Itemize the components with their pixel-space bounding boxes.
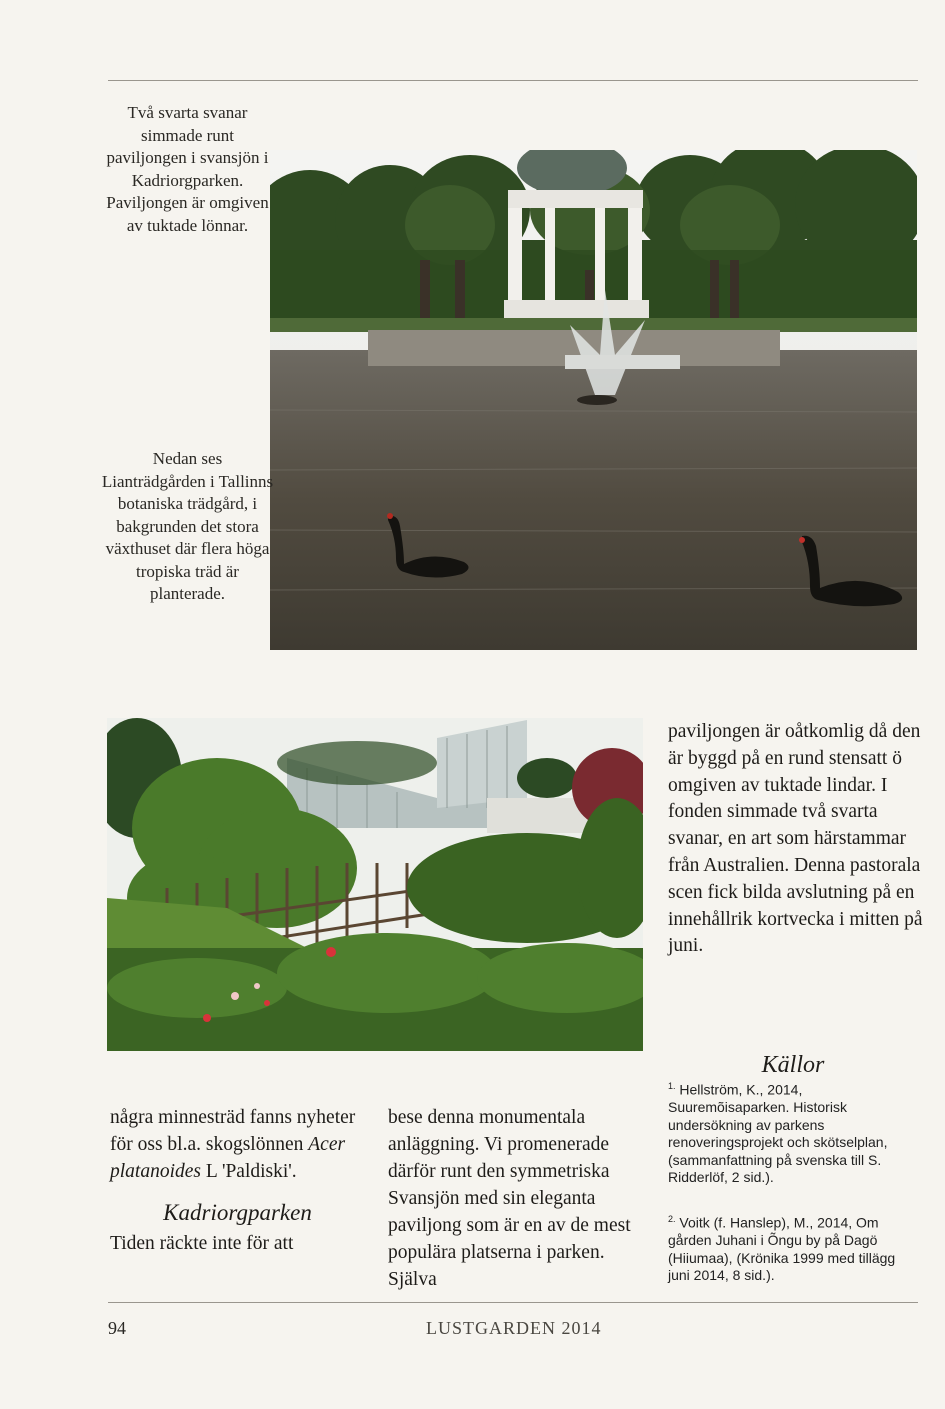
photo-botanic-garden <box>107 718 643 1051</box>
right-column-text: paviljongen är oåtkomlig då den är byggd på en rund stensatt ö omgiven av tuktade lindar. I fonden simmade två svarta svanar, en art som härstammar från Australien. Denna pastorala scen fick bilda avslutning på en innehållrik kortvecka i mitten på juni. <box>668 721 923 957</box>
reference-2: $^{2.}$ Voitk (f. Hanslep), M., 2014, Om gården Juhani i Õngu by på Dagö (Hiiumaa), (Krönika 1999 med tillägg juni 2014, 8 sid.). <box>668 1214 896 1284</box>
top-rule <box>108 80 918 81</box>
subheading-kadriorgparken: Kadriorgparken <box>163 1200 312 1225</box>
journal-title: LUSTGARDEN 2014 <box>426 1318 602 1338</box>
column-2: bese denna monumentala anläggning. Vi promenerade därför runt den symmetriska Svansjön med sin eleganta paviljong som är en av de mest populära platserna i parken. Själva <box>388 1107 631 1290</box>
photo-pavilion-swans <box>270 150 917 650</box>
col1-paragraph: några minnesträd fanns nyheter för oss bl.a. skogslönnen Acer platanoides L 'Paldiski'. <box>110 1107 356 1182</box>
column-1 <box>110 1104 365 1257</box>
reference-1: $^{1.}$ Hellström, K., 2014, Suuremõisaparken. Historisk undersökning av parkens renoveringsprojekt och skötselplan, (sammanfattning på svenska till S. Ridderlöf, 2 sid.). <box>668 1081 888 1186</box>
sources-heading: Källor <box>761 1052 825 1078</box>
caption-pavilion: Två svarta svanar simmade runt paviljongen i svansjön i Kadriorgparken. Paviljongen är omgiven av tuktade lönnar. <box>106 103 269 235</box>
latin-name: Acer platanoides <box>110 1134 346 1182</box>
col1-paragraph-end: Tiden räckte inte för att <box>110 1233 294 1254</box>
caption-botanic-garden: Nedan ses Lianträdgården i Tallinns botaniska trädgård, i bakgrunden det stora växthuset där flera höga tropiska träd är planterade. <box>101 449 274 603</box>
bottom-rule <box>108 1302 918 1303</box>
page-number: 94 <box>108 1318 126 1338</box>
